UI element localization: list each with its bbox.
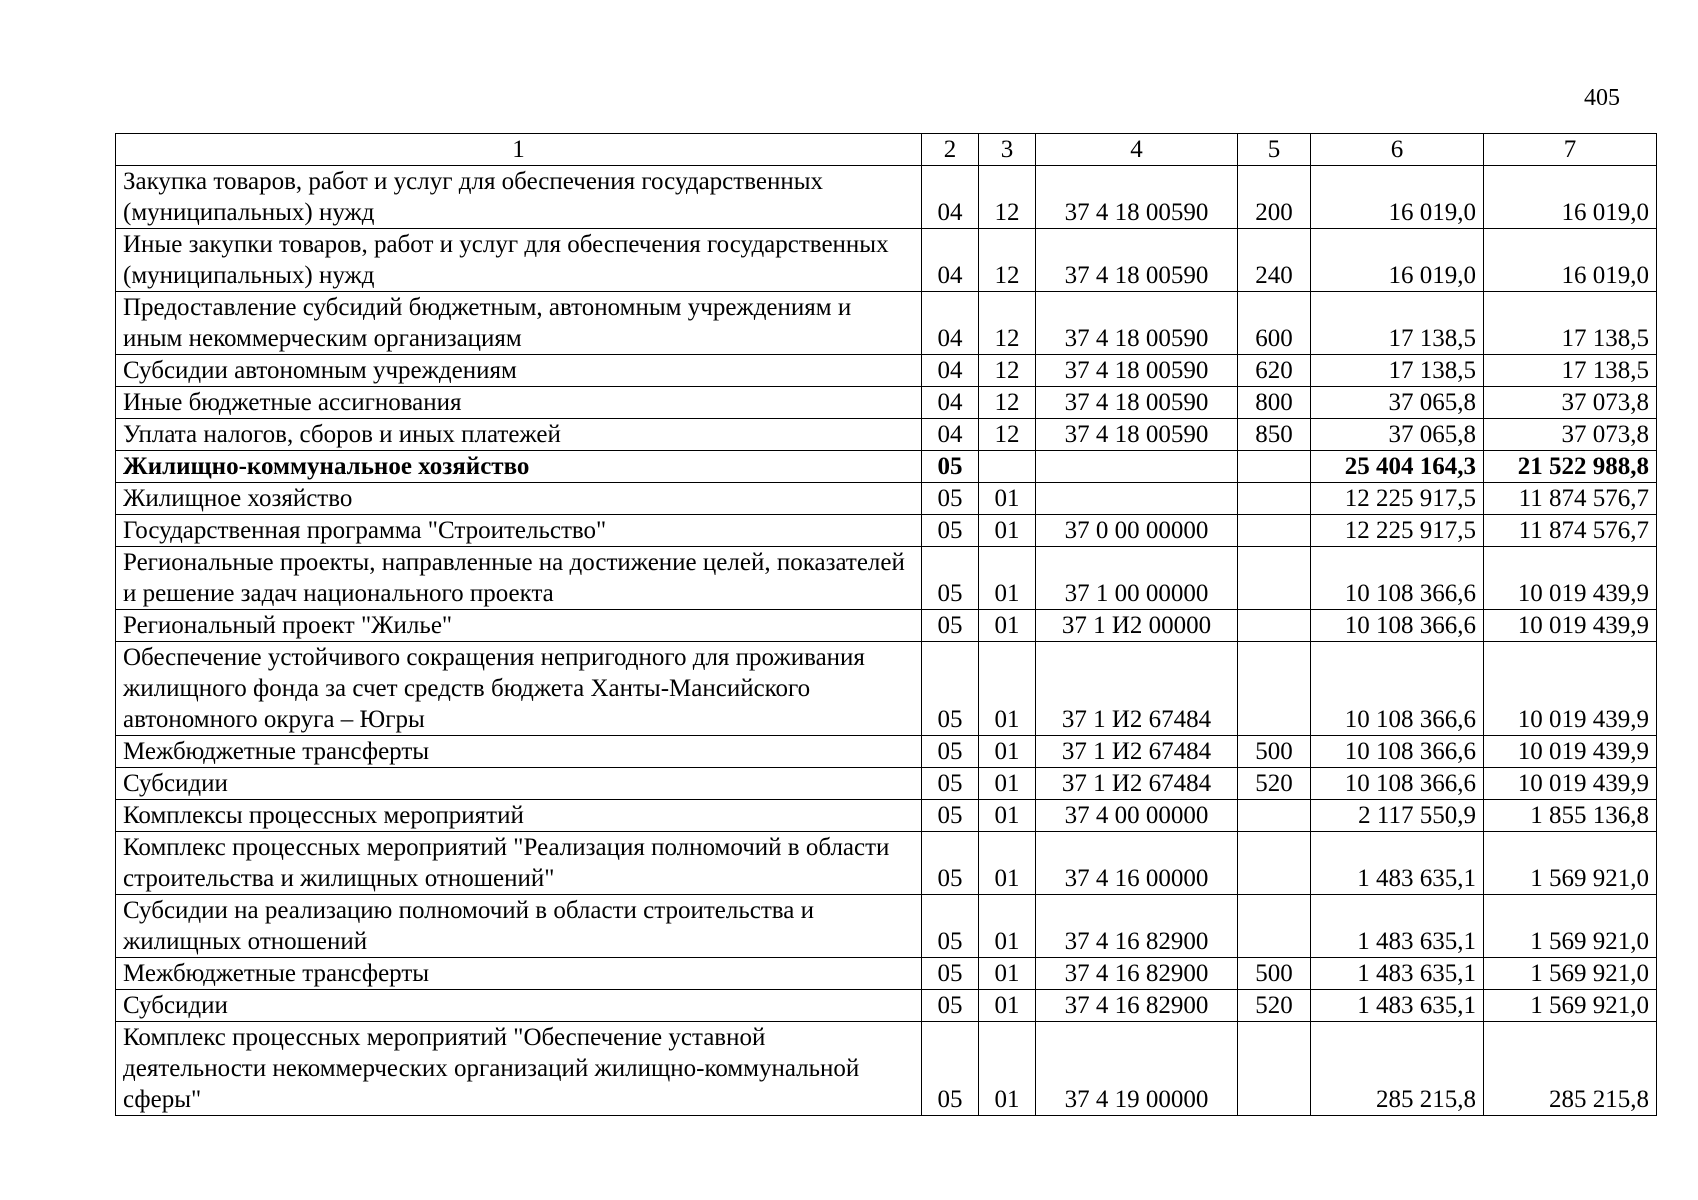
row-name-cell: Жилищно-коммунальное хозяйство [116,451,922,483]
row-amount-col6-cell: 10 108 366,6 [1311,547,1484,610]
row-section-cell: 04 [922,229,979,292]
row-target-code-cell: 37 1 И2 67484 [1036,768,1238,800]
table-row [116,515,1657,547]
table-row [116,895,1657,958]
row-name-cell: Государственная программа "Строительство" [116,515,922,547]
row-target-code-cell: 37 4 18 00590 [1036,292,1238,355]
row-expense-type-cell: 500 [1238,958,1311,990]
row-expense-type-cell: 600 [1238,292,1311,355]
row-section-cell: 05 [922,800,979,832]
column-header-5: 5 [1238,134,1311,166]
column-header-3: 3 [979,134,1036,166]
row-expense-type-cell [1238,642,1311,736]
row-name-cell: Жилищное хозяйство [116,483,922,515]
row-subsection-cell: 01 [979,800,1036,832]
row-expense-type-cell: 200 [1238,166,1311,229]
header-row [116,134,1657,166]
row-amount-col7-cell: 37 073,8 [1484,419,1657,451]
row-amount-col6-cell: 1 483 635,1 [1311,990,1484,1022]
row-subsection-cell: 01 [979,895,1036,958]
table-row [116,768,1657,800]
row-expense-type-cell [1238,895,1311,958]
row-target-code-cell: 37 0 00 00000 [1036,515,1238,547]
row-subsection-cell: 12 [979,387,1036,419]
row-subsection-cell: 01 [979,483,1036,515]
table-row [116,387,1657,419]
row-name-cell: Комплекс процессных мероприятий "Обеспечение уставной деятельности некоммерческих организаций жилищно-коммунальной сферы" [116,1022,922,1116]
row-target-code-cell: 37 1 00 00000 [1036,547,1238,610]
row-section-cell: 05 [922,547,979,610]
row-name-cell: Региональный проект "Жилье" [116,610,922,642]
row-section-cell: 04 [922,292,979,355]
row-target-code-cell: 37 4 16 82900 [1036,990,1238,1022]
row-amount-col7-cell: 10 019 439,9 [1484,610,1657,642]
row-name-cell: Иные закупки товаров, работ и услуг для обеспечения государственных (муниципальных) нужд [116,229,922,292]
row-amount-col7-cell: 1 569 921,0 [1484,832,1657,895]
row-section-cell: 04 [922,355,979,387]
table-row [116,610,1657,642]
row-section-cell: 05 [922,483,979,515]
row-amount-col7-cell: 1 569 921,0 [1484,990,1657,1022]
row-name-cell: Межбюджетные трансферты [116,736,922,768]
row-amount-col6-cell: 1 483 635,1 [1311,832,1484,895]
row-amount-col7-cell: 16 019,0 [1484,166,1657,229]
row-target-code-cell: 37 4 18 00590 [1036,419,1238,451]
row-amount-col6-cell: 285 215,8 [1311,1022,1484,1116]
row-amount-col7-cell: 285 215,8 [1484,1022,1657,1116]
row-expense-type-cell [1238,515,1311,547]
table-row [116,355,1657,387]
column-header-6: 6 [1311,134,1484,166]
table-row [116,483,1657,515]
row-subsection-cell: 01 [979,768,1036,800]
row-section-cell: 05 [922,832,979,895]
row-target-code-cell: 37 1 И2 67484 [1036,642,1238,736]
row-amount-col7-cell: 10 019 439,9 [1484,736,1657,768]
row-expense-type-cell: 800 [1238,387,1311,419]
table-row [116,166,1657,229]
row-amount-col7-cell: 11 874 576,7 [1484,515,1657,547]
row-subsection-cell: 12 [979,229,1036,292]
row-subsection-cell: 01 [979,610,1036,642]
row-target-code-cell: 37 4 00 00000 [1036,800,1238,832]
row-amount-col6-cell: 12 225 917,5 [1311,483,1484,515]
row-target-code-cell [1036,483,1238,515]
row-amount-col6-cell: 16 019,0 [1311,229,1484,292]
row-section-cell: 05 [922,451,979,483]
budget-table [115,133,1657,1116]
row-section-cell: 05 [922,990,979,1022]
row-amount-col6-cell: 10 108 366,6 [1311,768,1484,800]
row-name-cell: Субсидии [116,768,922,800]
table-row [116,419,1657,451]
row-target-code-cell: 37 4 16 82900 [1036,958,1238,990]
row-amount-col6-cell: 16 019,0 [1311,166,1484,229]
row-name-cell: Предоставление субсидий бюджетным, автономным учреждениям и иным некоммерческим организациям [116,292,922,355]
table-row [116,451,1657,483]
row-amount-col6-cell: 12 225 917,5 [1311,515,1484,547]
row-subsection-cell: 01 [979,832,1036,895]
row-name-cell: Уплата налогов, сборов и иных платежей [116,419,922,451]
row-amount-col7-cell: 1 569 921,0 [1484,895,1657,958]
row-target-code-cell [1036,451,1238,483]
row-section-cell: 05 [922,768,979,800]
row-target-code-cell: 37 1 И2 00000 [1036,610,1238,642]
row-target-code-cell: 37 4 16 00000 [1036,832,1238,895]
row-amount-col6-cell: 10 108 366,6 [1311,610,1484,642]
row-expense-type-cell: 520 [1238,768,1311,800]
row-target-code-cell: 37 4 18 00590 [1036,387,1238,419]
row-amount-col7-cell: 10 019 439,9 [1484,642,1657,736]
row-subsection-cell: 12 [979,355,1036,387]
row-amount-col7-cell: 37 073,8 [1484,387,1657,419]
row-expense-type-cell: 850 [1238,419,1311,451]
row-subsection-cell: 01 [979,1022,1036,1116]
page-number: 405 [1584,85,1620,111]
row-amount-col6-cell: 10 108 366,6 [1311,736,1484,768]
row-subsection-cell: 01 [979,736,1036,768]
row-name-cell: Субсидии на реализацию полномочий в области строительства и жилищных отношений [116,895,922,958]
row-amount-col7-cell: 17 138,5 [1484,355,1657,387]
row-section-cell: 05 [922,642,979,736]
row-subsection-cell: 12 [979,292,1036,355]
table-row [116,1022,1657,1116]
row-amount-col6-cell: 1 483 635,1 [1311,958,1484,990]
row-amount-col7-cell: 21 522 988,8 [1484,451,1657,483]
row-subsection-cell [979,451,1036,483]
row-subsection-cell: 12 [979,419,1036,451]
row-amount-col7-cell: 1 569 921,0 [1484,958,1657,990]
row-amount-col7-cell: 10 019 439,9 [1484,768,1657,800]
row-expense-type-cell: 520 [1238,990,1311,1022]
row-amount-col6-cell: 37 065,8 [1311,419,1484,451]
column-header-1: 1 [116,134,922,166]
row-target-code-cell: 37 4 18 00590 [1036,355,1238,387]
row-name-cell: Субсидии [116,990,922,1022]
row-amount-col6-cell: 17 138,5 [1311,292,1484,355]
row-section-cell: 04 [922,419,979,451]
row-amount-col6-cell: 37 065,8 [1311,387,1484,419]
column-header-7: 7 [1484,134,1657,166]
row-expense-type-cell [1238,832,1311,895]
row-name-cell: Межбюджетные трансферты [116,958,922,990]
table-row [116,736,1657,768]
row-name-cell: Субсидии автономным учреждениям [116,355,922,387]
row-section-cell: 04 [922,387,979,419]
row-amount-col6-cell: 17 138,5 [1311,355,1484,387]
row-section-cell: 05 [922,610,979,642]
row-name-cell: Региональные проекты, направленные на достижение целей, показателей и решение задач национального проекта [116,547,922,610]
row-amount-col6-cell: 25 404 164,3 [1311,451,1484,483]
row-amount-col7-cell: 10 019 439,9 [1484,547,1657,610]
row-name-cell: Комплексы процессных мероприятий [116,800,922,832]
row-amount-col7-cell: 16 019,0 [1484,229,1657,292]
table-row [116,229,1657,292]
row-name-cell: Иные бюджетные ассигнования [116,387,922,419]
row-subsection-cell: 01 [979,990,1036,1022]
row-subsection-cell: 01 [979,547,1036,610]
table-row [116,800,1657,832]
row-section-cell: 05 [922,736,979,768]
table-row [116,292,1657,355]
row-expense-type-cell [1238,610,1311,642]
row-section-cell: 05 [922,958,979,990]
row-expense-type-cell [1238,1022,1311,1116]
row-name-cell: Закупка товаров, работ и услуг для обеспечения государственных (муниципальных) нужд [116,166,922,229]
row-expense-type-cell: 500 [1238,736,1311,768]
row-amount-col6-cell: 1 483 635,1 [1311,895,1484,958]
table-row [116,958,1657,990]
row-expense-type-cell [1238,483,1311,515]
row-expense-type-cell [1238,451,1311,483]
row-subsection-cell: 01 [979,958,1036,990]
row-target-code-cell: 37 4 19 00000 [1036,1022,1238,1116]
column-header-4: 4 [1036,134,1238,166]
row-amount-col6-cell: 10 108 366,6 [1311,642,1484,736]
row-section-cell: 04 [922,166,979,229]
row-target-code-cell: 37 4 18 00590 [1036,166,1238,229]
row-amount-col7-cell: 1 855 136,8 [1484,800,1657,832]
row-expense-type-cell [1238,800,1311,832]
row-subsection-cell: 12 [979,166,1036,229]
row-subsection-cell: 01 [979,515,1036,547]
row-section-cell: 05 [922,1022,979,1116]
row-section-cell: 05 [922,515,979,547]
row-amount-col7-cell: 11 874 576,7 [1484,483,1657,515]
row-expense-type-cell: 240 [1238,229,1311,292]
row-expense-type-cell: 620 [1238,355,1311,387]
row-name-cell: Комплекс процессных мероприятий "Реализация полномочий в области строительства и жилищных отношений" [116,832,922,895]
row-target-code-cell: 37 1 И2 67484 [1036,736,1238,768]
table-body [116,166,1657,1116]
row-subsection-cell: 01 [979,642,1036,736]
row-amount-col7-cell: 17 138,5 [1484,292,1657,355]
table-row [116,832,1657,895]
table-row [116,642,1657,736]
row-name-cell: Обеспечение устойчивого сокращения непригодного для проживания жилищного фонда за счет средств бюджета Ханты-Мансийского автономного округа – Югры [116,642,922,736]
row-target-code-cell: 37 4 16 82900 [1036,895,1238,958]
table-row [116,547,1657,610]
column-header-2: 2 [922,134,979,166]
row-amount-col6-cell: 2 117 550,9 [1311,800,1484,832]
table-row [116,990,1657,1022]
row-section-cell: 05 [922,895,979,958]
row-expense-type-cell [1238,547,1311,610]
row-target-code-cell: 37 4 18 00590 [1036,229,1238,292]
